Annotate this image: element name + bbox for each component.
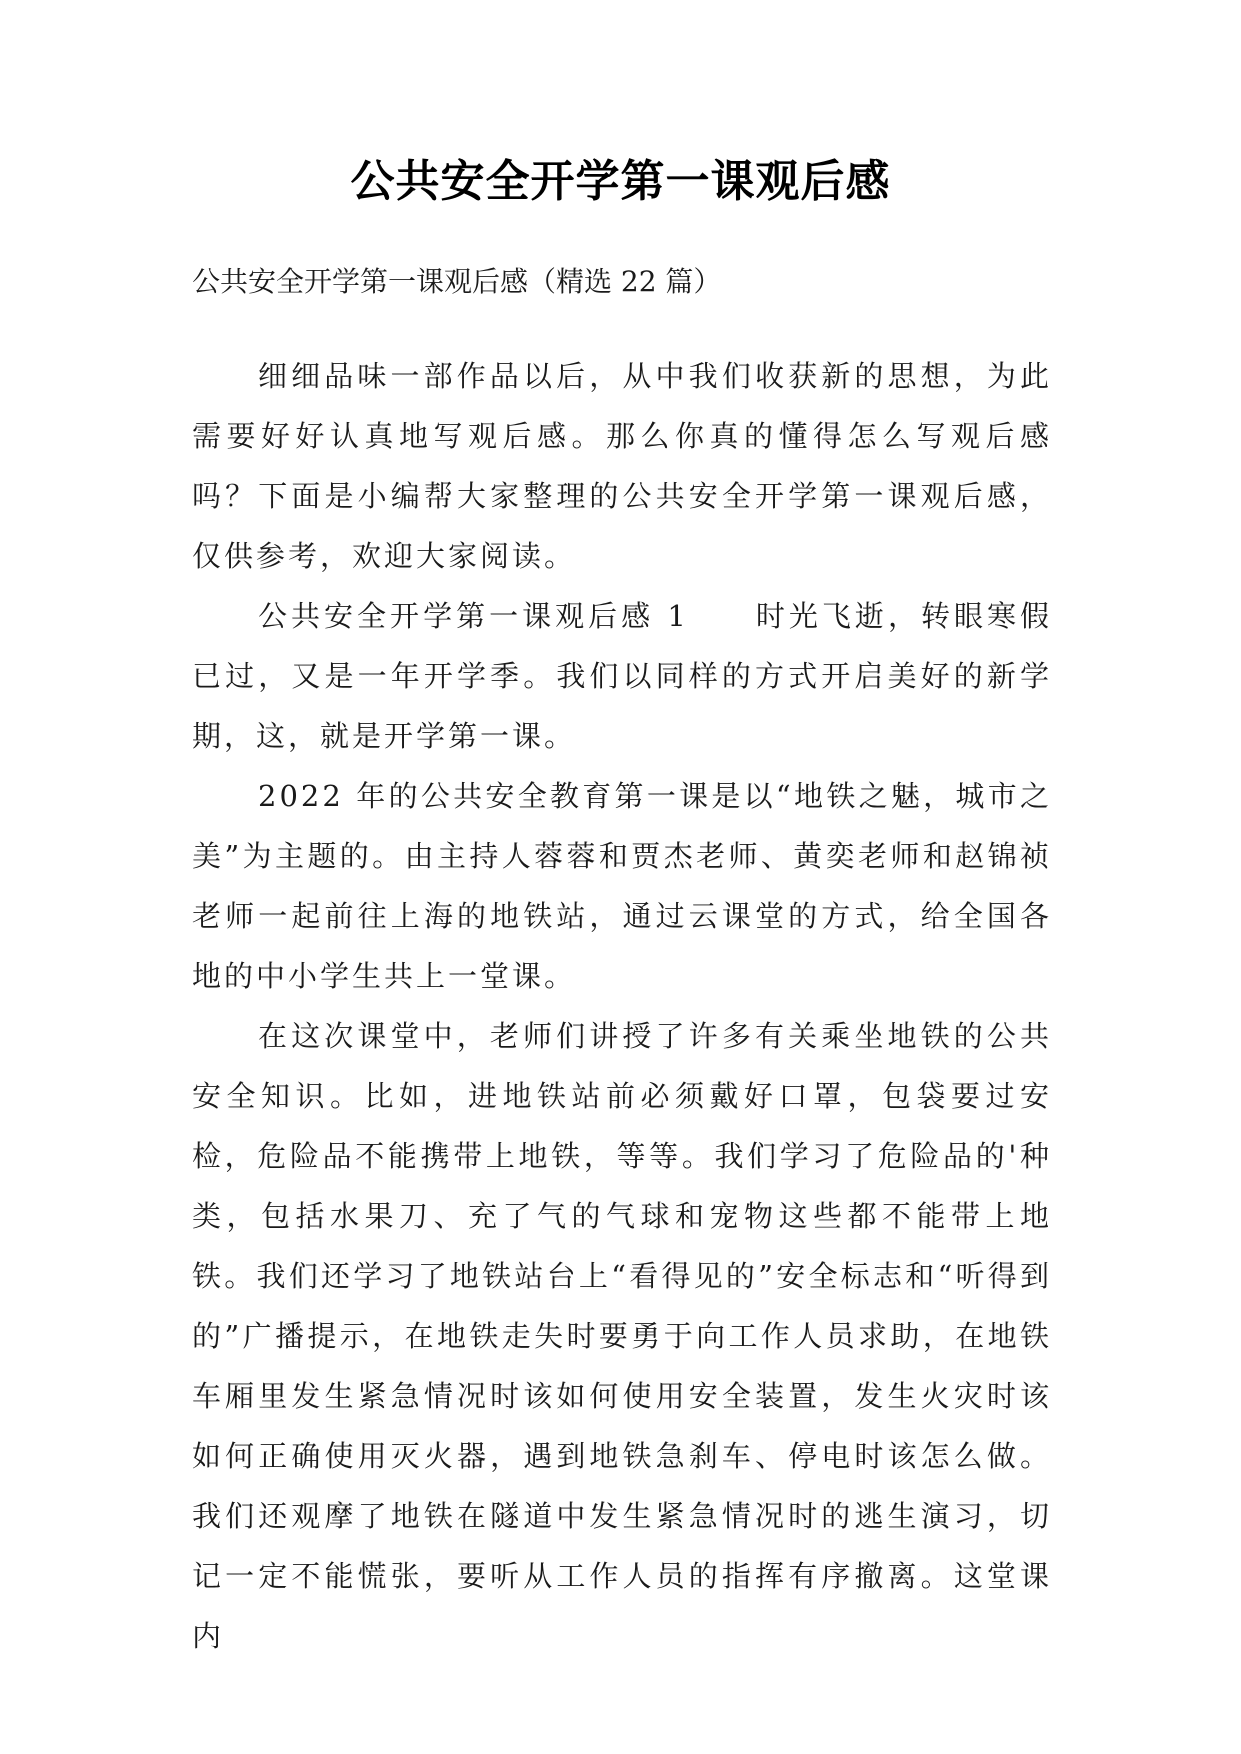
paragraph: 2022 年的公共安全教育第一课是以“地铁之魅，城市之美”为主题的。由主持人蓉蓉和贾杰老师、黄奕老师和赵锦祯老师一起前往上海的地铁站，通过云课堂的方式，给全国各地的中小学生共上一堂课。 [192, 779, 1052, 993]
paragraph: 在这次课堂中，老师们讲授了许多有关乘坐地铁的公共安全知识。比如，进地铁站前必须戴好口罩，包袋要过安检，危险品不能携带上地铁，等等。我们学习了危险品的'种类，包括水果刀、充了气的气球和宠物这些都不能带上地铁。我们还学习了地铁站台上“看得见的”安全标志和“听得到的”广播提示，在地铁走失时要勇于向工作人员求助，在地铁车厢里发生紧急情况时该如何使用安全装置，发生火灾时该如何正确使用灭火器，遇到地铁急刹车、停电时该怎么做。我们还观摩了地铁在隧道中发生紧急情况时的逃生演习，切记一定不能慌张，要听从工作人员的指挥有序撤离。这堂课内 [192, 1019, 1052, 1653]
document-body [192, 346, 1052, 1666]
document-subtitle: 公共安全开学第一课观后感（精选 22 篇） [192, 265, 722, 298]
paragraph: 细细品味一部作品以后，从中我们收获新的思想，为此需要好好认真地写观后感。那么你真的懂得怎么写观后感吗？下面是小编帮大家整理的公共安全开学第一课观后感，仅供参考，欢迎大家阅读。 [192, 359, 1052, 573]
paragraph: 公共安全开学第一课观后感 1 时光飞逝，转眼寒假已过，又是一年开学季。我们以同样的方式开启美好的新学期，这，就是开学第一课。 [192, 599, 1052, 753]
document-title: 公共安全开学第一课观后感 [350, 156, 891, 207]
